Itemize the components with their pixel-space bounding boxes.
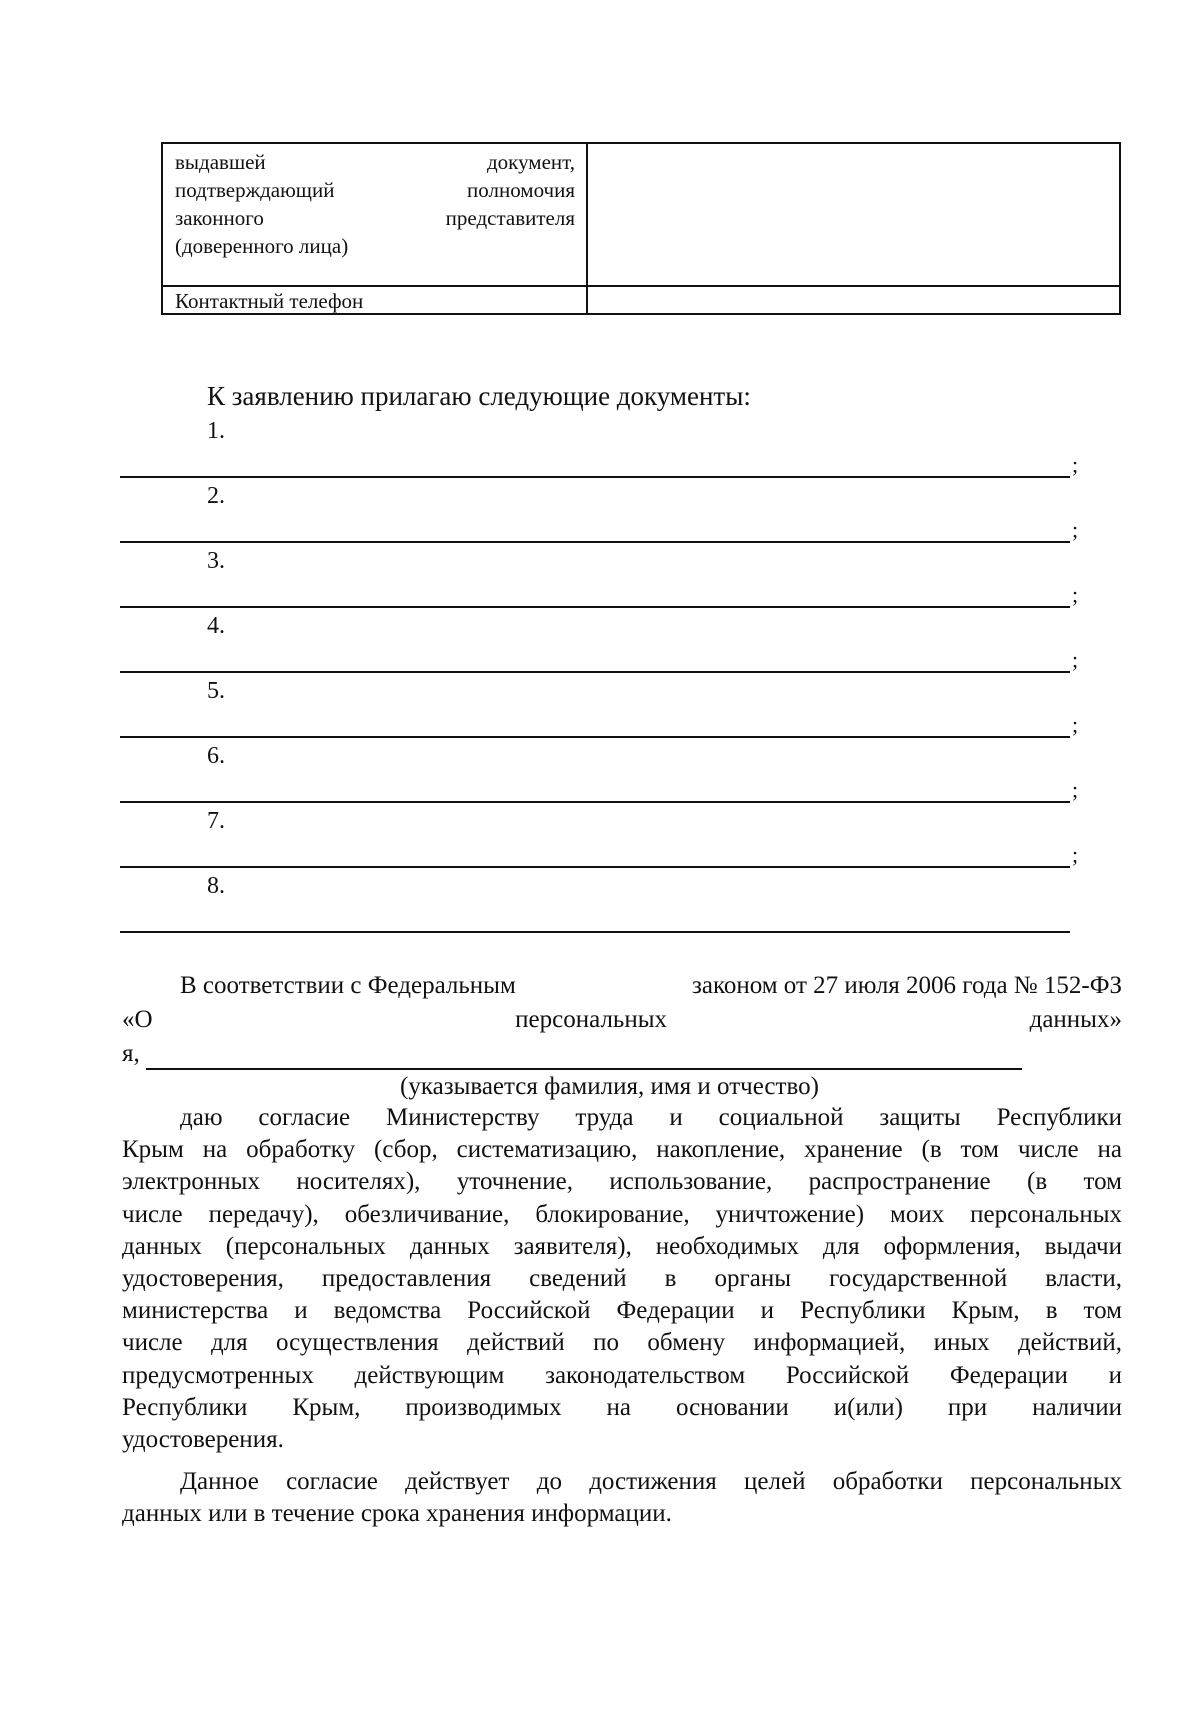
- paragraph-line: предусмотренных действующим законодательством Российской Федерации и: [122, 1361, 1122, 1389]
- attachment-fill-line[interactable]: [120, 606, 1070, 608]
- attachment-separator: ;: [1072, 712, 1079, 737]
- paragraph-line: министерства и ведомства Российской Федерации и Республики Крым, в том: [122, 1297, 1122, 1325]
- attachment-item-number: 6.: [207, 743, 225, 769]
- paragraph-line: Республики Крым, производимых на основании и(или) при наличии: [122, 1393, 1122, 1421]
- attachment-item-number: 1.: [207, 418, 225, 444]
- attachment-fill-line[interactable]: [120, 476, 1070, 478]
- consent-validity-paragraph: [122, 1466, 1122, 1530]
- attachment-separator: ;: [1072, 842, 1079, 867]
- table-row-divider: [163, 285, 1119, 287]
- paragraph-line: даю согласие Министерству труда и социальной защиты Республики: [180, 1104, 1122, 1131]
- paragraph-line: данных (персональных данных заявителя), необходимых для оформления, выдачи: [122, 1232, 1122, 1260]
- attachment-item-number: 3.: [207, 548, 225, 574]
- attachment-fill-line[interactable]: [120, 801, 1070, 803]
- attachment-separator: ;: [1072, 517, 1079, 542]
- attachment-item-number: 5.: [207, 678, 225, 704]
- attachment-item-number: 7.: [207, 808, 225, 834]
- paragraph-line: данных или в течение срока хранения информации.: [122, 1500, 672, 1528]
- attachment-fill-line[interactable]: [120, 736, 1070, 738]
- consent-law-line: В соответствии с Федеральным законом от 27 июля 2006 года № 152-ФЗ: [180, 972, 1122, 999]
- attachment-fill-line[interactable]: [120, 671, 1070, 673]
- info-table: [161, 142, 1121, 315]
- attachment-separator: ;: [1072, 777, 1079, 802]
- attachment-separator: ;: [1072, 452, 1079, 477]
- paragraph-line: числе для осуществления действий по обмену информацией, иных действий,: [122, 1329, 1122, 1357]
- attachment-fill-line[interactable]: [120, 931, 1070, 933]
- consent-law-title-line: «О персональных данных»: [122, 1006, 1122, 1033]
- table-cell-issuer-label: [175, 148, 575, 260]
- attachment-fill-line[interactable]: [120, 541, 1070, 543]
- attachment-item-number: 8.: [207, 873, 225, 899]
- cell-text-line: (доверенного лица): [175, 234, 349, 258]
- applicant-name-caption: (указывается фамилия, имя и отчество): [400, 1073, 819, 1100]
- paragraph-line: удостоверения, предоставления сведений в органы государственной власти,: [122, 1265, 1122, 1293]
- attachment-fill-line[interactable]: [120, 866, 1070, 868]
- consent-paragraph: [122, 1102, 1122, 1456]
- paragraph-line: Данное согласие действует до достижения целей обработки персональных: [180, 1468, 1122, 1495]
- attachments-title: К заявлению прилагаю следующие документы:: [207, 381, 751, 411]
- table-cell-contact-phone-label: Контактный телефон: [175, 289, 364, 313]
- paragraph-line: Крым на обработку (сбор, систематизацию, накопление, хранение (в том числе на: [122, 1136, 1122, 1164]
- paragraph-line: электронных носителях), уточнение, использование, распространение (в том: [122, 1168, 1122, 1196]
- cell-text-line: подтверждающий полномочия: [175, 178, 575, 202]
- applicant-prefix: я,: [122, 1040, 140, 1067]
- attachment-item-number: 2.: [207, 483, 225, 509]
- table-column-divider: [586, 144, 588, 313]
- paragraph-line: удостоверения.: [122, 1426, 284, 1454]
- cell-text-line: выдавшей документ,: [175, 150, 575, 174]
- attachment-separator: ;: [1072, 582, 1079, 607]
- attachment-item-number: 4.: [207, 613, 225, 639]
- applicant-name-fill-line[interactable]: [146, 1068, 1022, 1070]
- cell-text-line: законного представителя: [175, 206, 575, 230]
- paragraph-line: числе передачу), обезличивание, блокирование, уничтожение) моих персональных: [122, 1200, 1122, 1228]
- attachment-separator: ;: [1072, 647, 1079, 672]
